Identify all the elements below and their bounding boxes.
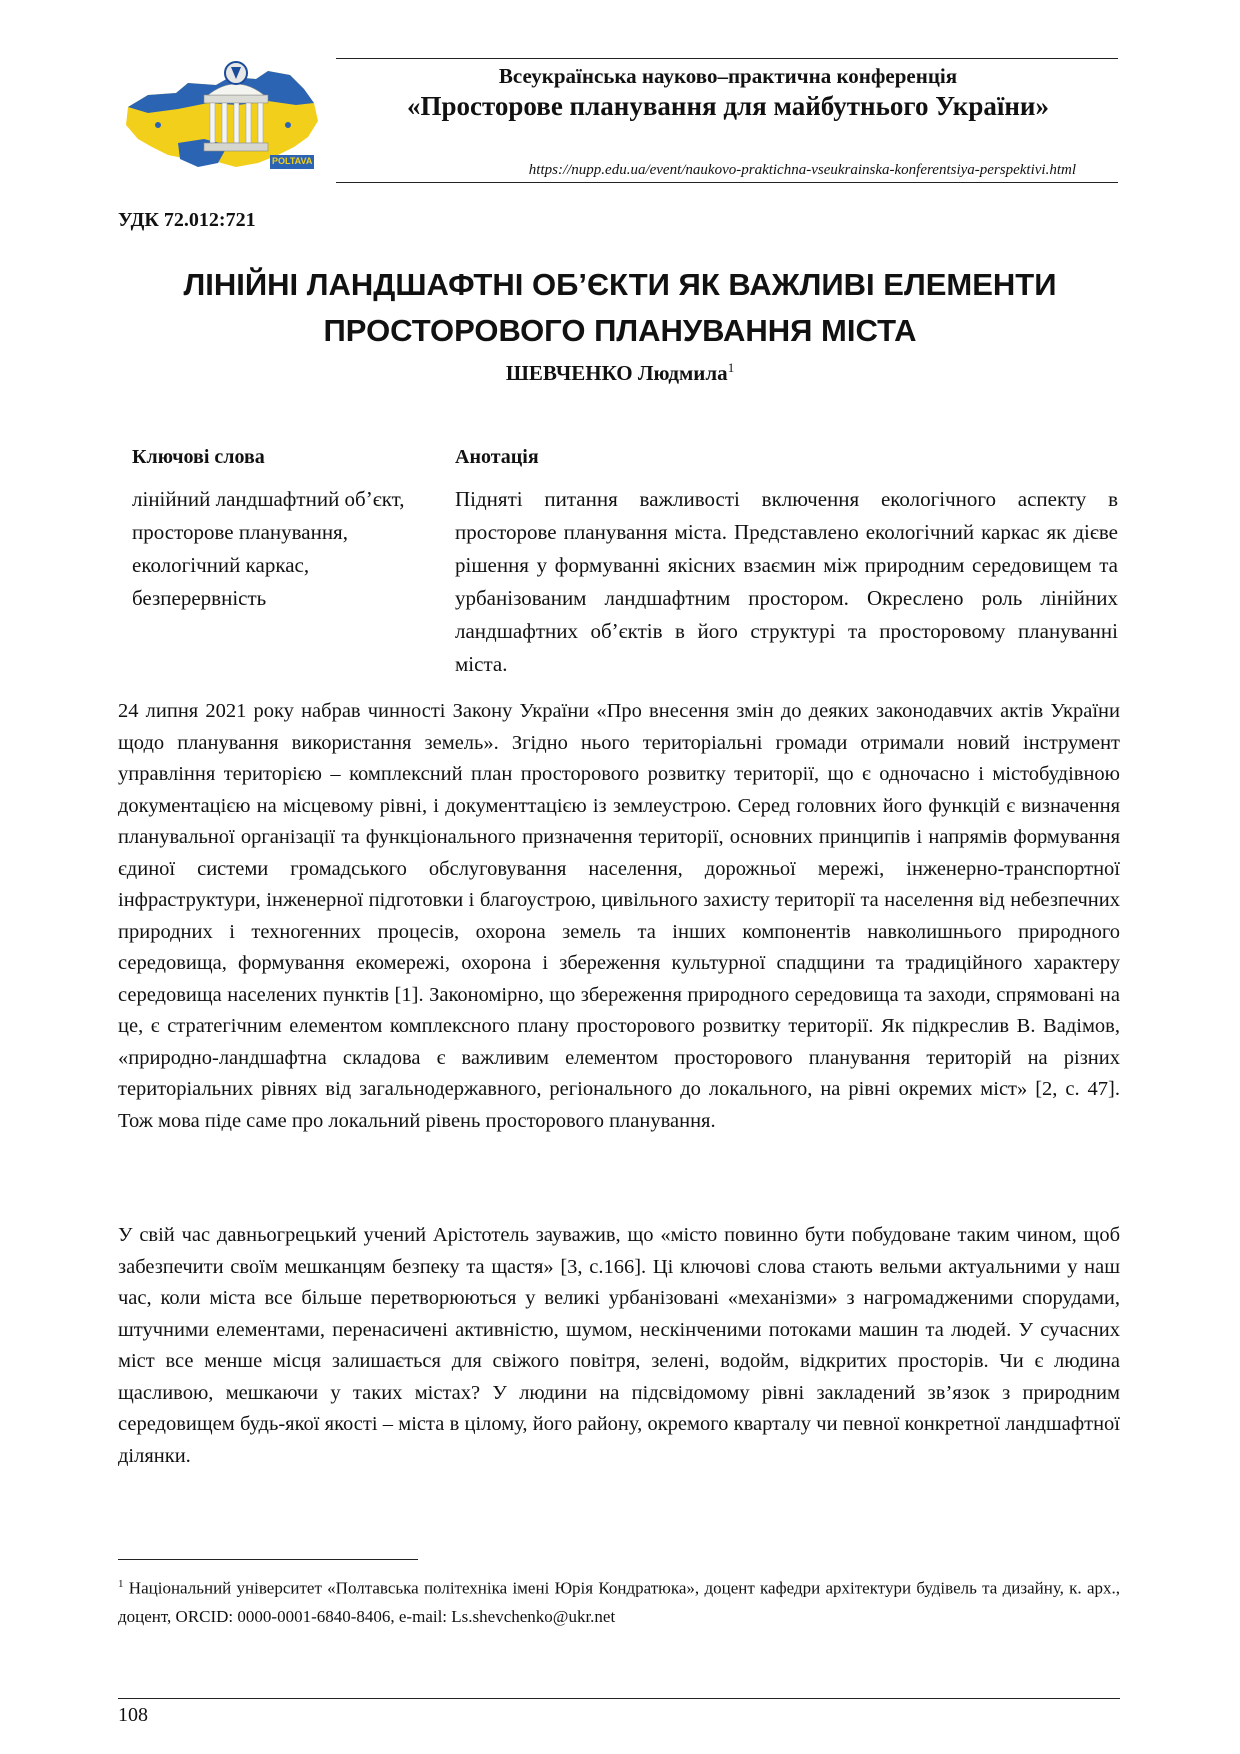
conference-title: «Просторове планування для майбутнього України» <box>406 91 1049 121</box>
body-paragraph-2: У свій час давньогрецький учений Арістотель зауважив, що «місто повинно бути побудоване таким чином, щоб забезпечити своїм мешканцям безпеку та щастя» [3, с.166]. Ці ключові слова стають вельми актуальними у наш час, коли міста все більше перетворюються у великі урбанізовані «механізми» з нагромадженими спорудами, штучними елементами, перенасичені активністю, шумом, нескінченими потоками машин та людей. У сучасних міст все менше місця залишається для свіжого повітря, зелені, водойм, відкритих просторів. Чи є людина щасливою, мешкаючи у таких містах? У людини на підсвідомому рівні закладений зв’язок з природним середовищем будь-якої якості – міста в цілому, його району, окремого кварталу чи певної конкретної ландшафтної ділянки. <box>118 1224 1120 1467</box>
article-title <box>100 262 1140 354</box>
footnote <box>118 1570 1120 1631</box>
udc-code: УДК 72.012:721 <box>118 209 256 231</box>
article-title-line1: ЛІНІЙНІ ЛАНДШАФТНІ ОБ’ЄКТИ ЯК ВАЖЛИВІ ЕЛЕМЕНТИ <box>183 267 1057 302</box>
conference-url-link[interactable]: https://nupp.edu.ua/event/naukovo-praktichna-vseukrainska-konferentsiya-perspektivi.html <box>528 162 1076 178</box>
page-number: 108 <box>118 1704 148 1726</box>
author-line <box>100 360 1140 386</box>
logo-label: POLTAVA <box>272 156 313 166</box>
header-top-rule <box>336 58 1118 59</box>
footnote-rule <box>118 1559 418 1560</box>
abstract-text: Підняті питання важливості включення екологічного аспекту в просторове планування міста. Представлено екологічний каркас як дієве рішення у формуванні якісних взаємин між природним середовищем та урбанізованим ландшафтним простором. Окреслено роль лінійних ландшафтних об’єктів в його структурі та просторовому плануванні міста. <box>455 487 1118 676</box>
conference-logo <box>118 55 328 175</box>
author-name: ШЕВЧЕНКО Людмила <box>505 361 728 385</box>
body-paragraph-1: 24 липня 2021 року набрав чинності Закону України «Про внесення змін до деяких законодавчих актів України щодо планування використання земель». Згідно нього територіальні громади отримали новий інструмент управління територією – комплексний план просторового розвитку території, що є одночасно і містобудівною документацією на місцевому рівні, і документтацією із землеустрою. Серед головних його функцій є визначення планувальної організації та функціонального призначення території, основних принципів і напрямів формування єдиної системи громадського обслуговування населення, дорожньої мережі, інженерно-транспортної інфраструктури, інженерної підготовки і благоустрою, цивільного захисту території та населення від небезпечних природних і техногенних процесів, охорона земель та інших компонентів навколишнього природного середовища, формування екомережі, охорона і збереження культурної спадщини та традиційного характеру середовища населених пунктів [1]. Закономірно, що збереження природного середовища та заходи, спрямовані на це, є стратегічним елементом комплексного плану просторового розвитку території. Як підкреслив В. Вадімов, «природно-ландшафтна складова є важливим елементом просторового планування територій на різних територіальних рівнях від загальнодержавного, регіонального до локального, на рівні окремих міст» [2, с. 47]. Тож мова піде саме про локальний рівень просторового планування. <box>118 700 1120 1132</box>
author-footnote-mark: 1 <box>727 360 735 375</box>
header-bottom-rule <box>336 182 1118 183</box>
keywords-text: лінійний ландшафтний об’єкт, просторове планування, екологічний каркас, безперервність <box>132 487 405 610</box>
page-number-rule <box>118 1698 1120 1699</box>
footnote-mark: 1 <box>118 1578 124 1590</box>
keywords-heading: Ключові слова <box>132 446 265 468</box>
footnote-text: Національний університет «Полтавська політехніка імені Юрія Кондратюка», доцент кафедри архітектури будівель та дизайну, к. арх., доцент, ORCID: 0000-0001-6840-8406, e-mail: Ls.shevchenko@ukr.net <box>118 1578 1120 1626</box>
abstract-heading: Анотація <box>455 446 539 468</box>
article-title-line2: ПРОСТОРОВОГО ПЛАНУВАННЯ МІСТА <box>323 313 917 348</box>
conference-name: Всеукраїнська науково–практична конференція <box>498 64 958 88</box>
